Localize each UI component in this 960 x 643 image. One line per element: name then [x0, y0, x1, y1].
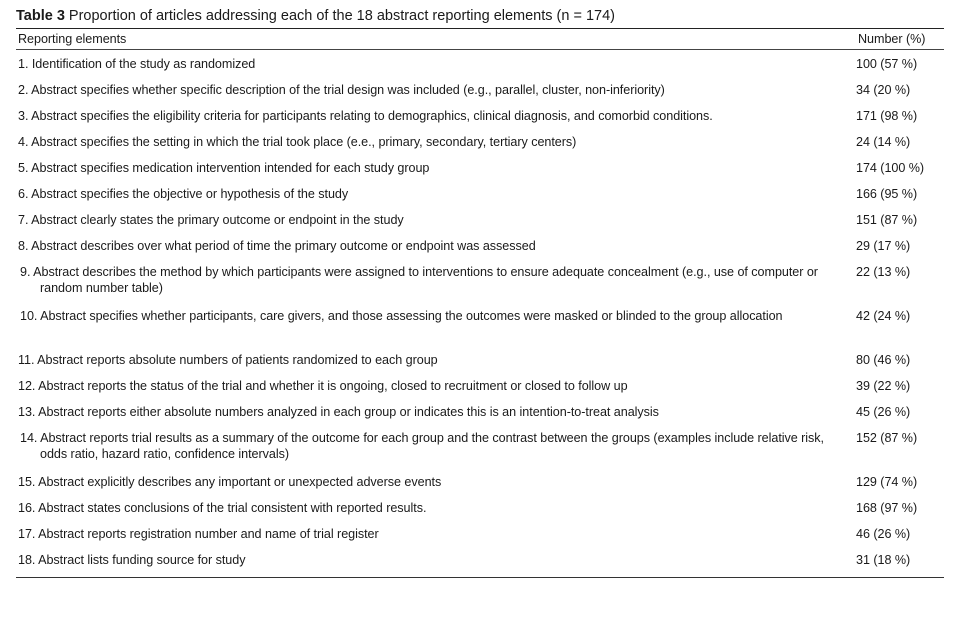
number-percent-cell: 34 (20 %) — [856, 83, 911, 97]
table-row — [16, 128, 944, 154]
reporting-element-cell: 1. Identification of the study as randomized — [18, 57, 256, 71]
number-percent-cell: 22 (13 %) — [856, 265, 911, 279]
number-percent-cell: 29 (17 %) — [856, 239, 911, 253]
table-row — [16, 494, 944, 520]
reporting-element-cell: 10. Abstract specifies whether participants, care givers, and those assessing the outcomes were masked or blinded to the group allocation — [20, 309, 783, 323]
table-row — [16, 468, 944, 494]
table-row — [16, 232, 944, 258]
number-percent-cell: 39 (22 %) — [856, 379, 911, 393]
reporting-element-cell: 7. Abstract clearly states the primary outcome or endpoint in the study — [18, 213, 404, 227]
reporting-element-cell: 3. Abstract specifies the eligibility criteria for participants relating to demographics, clinical diagnosis, and comorbid conditions. — [18, 109, 713, 123]
reporting-element-cell: 5. Abstract specifies medication intervention intended for each study group — [18, 161, 430, 175]
reporting-element-cell: 8. Abstract describes over what period of time the primary outcome or endpoint was assessed — [18, 239, 536, 253]
reporting-element-cell: 11. Abstract reports absolute numbers of patients randomized to each group — [18, 353, 438, 367]
reporting-element-cell: 12. Abstract reports the status of the trial and whether it is ongoing, closed to recruitment or closed to follow up — [18, 379, 628, 393]
reporting-element-cell: 2. Abstract specifies whether specific description of the trial design was included (e.g., parallel, cluster, non-inferiority) — [18, 83, 665, 97]
number-percent-cell: 168 (97 %) — [856, 501, 918, 515]
number-percent-cell: 46 (26 %) — [856, 527, 911, 541]
reporting-element-cell: 18. Abstract lists funding source for study — [18, 553, 246, 567]
table-container — [16, 6, 944, 578]
table-row — [16, 102, 944, 128]
number-percent-cell: 100 (57 %) — [856, 57, 918, 71]
number-percent-cell: 152 (87 %) — [856, 431, 918, 445]
table-row — [16, 424, 944, 468]
header-number-percent: Number (%) — [858, 32, 926, 46]
reporting-element-cell: 13. Abstract reports either absolute numbers analyzed in each group or indicates this is an intention-to-treat analysis — [18, 405, 659, 419]
reporting-element-cell: 6. Abstract specifies the objective or hypothesis of the study — [18, 187, 349, 201]
bottom-rule — [16, 577, 944, 578]
table-row — [16, 546, 944, 572]
table-caption-text: Proportion of articles addressing each of the 18 abstract reporting elements (n = 174) — [64, 8, 615, 24]
table-row — [16, 258, 944, 302]
header-reporting-elements: Reporting elements — [18, 32, 127, 46]
table-row — [16, 206, 944, 232]
number-percent-cell: 45 (26 %) — [856, 405, 911, 419]
number-percent-cell: 129 (74 %) — [856, 475, 918, 489]
table-row — [16, 520, 944, 546]
number-percent-cell: 24 (14 %) — [856, 135, 911, 149]
table-caption-label: Table 3 — [16, 8, 65, 24]
number-percent-cell: 80 (46 %) — [856, 353, 911, 367]
reporting-element-cell: 15. Abstract explicitly describes any important or unexpected adverse events — [18, 475, 442, 489]
reporting-element-cell: 17. Abstract reports registration number and name of trial register — [18, 527, 379, 541]
table-row — [16, 154, 944, 180]
number-percent-cell: 151 (87 %) — [856, 213, 918, 227]
reporting-element-cell: 16. Abstract states conclusions of the trial consistent with reported results. — [18, 501, 427, 515]
table-row — [16, 50, 944, 76]
number-percent-cell: 42 (24 %) — [856, 309, 911, 323]
reporting-element-cell: 14. Abstract reports trial results as a summary of the outcome for each group and the contrast between the groups (examples include relative risk, odds ratio, hazard ratio, confidence intervals) — [20, 431, 825, 461]
table-row — [16, 302, 944, 346]
table-row — [16, 180, 944, 206]
reporting-element-cell: 4. Abstract specifies the setting in which the trial took place (e.e., primary, secondary, tertiary centers) — [18, 135, 577, 149]
number-percent-cell: 166 (95 %) — [856, 187, 918, 201]
table-row — [16, 346, 944, 372]
table-header — [16, 29, 944, 49]
number-percent-cell: 174 (100 %) — [856, 161, 925, 175]
table-row — [16, 76, 944, 102]
table-body — [16, 50, 944, 572]
table-row — [16, 398, 944, 424]
table-row — [16, 372, 944, 398]
number-percent-cell: 31 (18 %) — [856, 553, 911, 567]
table-caption — [16, 6, 944, 28]
number-percent-cell: 171 (98 %) — [856, 109, 918, 123]
reporting-element-cell: 9. Abstract describes the method by which participants were assigned to interventions to ensure adequate concealment (e.g., use of computer or random number table) — [20, 265, 818, 295]
